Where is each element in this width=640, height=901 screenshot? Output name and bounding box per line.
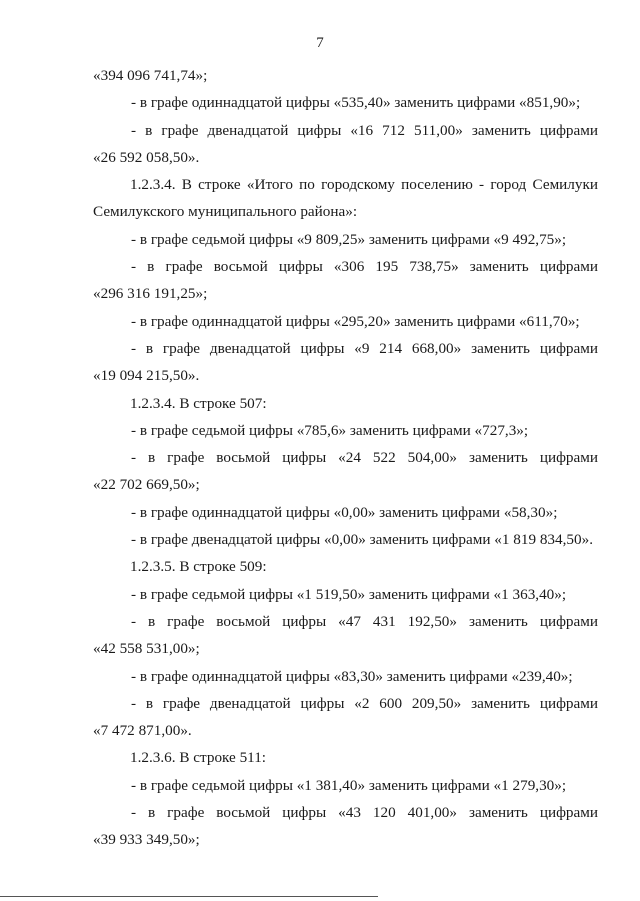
text-line: «39 933 349,50»; xyxy=(93,831,200,849)
document-body xyxy=(93,62,598,854)
text-line: 1.2.3.5. В строке 509: xyxy=(130,558,267,576)
text-line: «26 592 058,50». xyxy=(93,148,200,166)
text-line: «7 472 871,00». xyxy=(93,722,192,740)
text-line: 1.2.3.4. В строке 507: xyxy=(130,394,267,412)
text-line: 1.2.3.4. В строке «Итого по городскому поселению - город Семилуки xyxy=(130,176,598,194)
text-line: - в графе восьмой цифры «24 522 504,00» заменить цифрами xyxy=(131,449,598,467)
text-line: - в графе одиннадцатой цифры «295,20» заменить цифрами «611,70»; xyxy=(131,312,580,330)
page-number: 7 xyxy=(316,35,324,51)
text-line: 1.2.3.6. В строке 511: xyxy=(130,749,267,767)
text-line: - в графе седьмой цифры «1 519,50» заменить цифрами «1 363,40»; xyxy=(131,585,567,603)
text-line: - в графе седьмой цифры «9 809,25» заменить цифрами «9 492,75»; xyxy=(131,230,567,248)
text-line: - в графе двенадцатой цифры «16 712 511,00» заменить цифрами xyxy=(131,121,598,139)
text-line: - в графе двенадцатой цифры «0,00» заменить цифрами «1 819 834,50». xyxy=(131,531,593,549)
text-line: - в графе восьмой цифры «43 120 401,00» заменить цифрами xyxy=(131,804,598,822)
text-line: - в графе одиннадцатой цифры «83,30» заменить цифрами «239,40»; xyxy=(131,667,573,685)
text-line: Семилукского муниципального района»: xyxy=(93,203,358,221)
text-line: - в графе восьмой цифры «306 195 738,75» заменить цифрами xyxy=(131,258,598,276)
text-line: - в графе одиннадцатой цифры «0,00» заменить цифрами «58,30»; xyxy=(131,503,558,521)
text-line: - в графе двенадцатой цифры «2 600 209,50» заменить цифрами xyxy=(131,694,598,712)
text-line: - в графе седьмой цифры «1 381,40» заменить цифрами «1 279,30»; xyxy=(131,776,567,794)
text-line: «19 094 215,50». xyxy=(93,367,200,385)
text-line: - в графе седьмой цифры «785,6» заменить цифрами «727,3»; xyxy=(131,421,529,439)
text-line: «296 316 191,25»; xyxy=(93,285,208,303)
text-line: «22 702 669,50»; xyxy=(93,476,200,494)
text-line: «394 096 741,74»; xyxy=(93,67,208,84)
text-line: «42 558 531,00»; xyxy=(93,640,200,658)
text-line: - в графе двенадцатой цифры «9 214 668,00» заменить цифрами xyxy=(131,339,598,357)
text-line: - в графе одиннадцатой цифры «535,40» заменить цифрами «851,90»; xyxy=(131,94,581,112)
bottom-rule xyxy=(0,896,378,897)
text-line: - в графе восьмой цифры «47 431 192,50» заменить цифрами xyxy=(131,612,598,630)
